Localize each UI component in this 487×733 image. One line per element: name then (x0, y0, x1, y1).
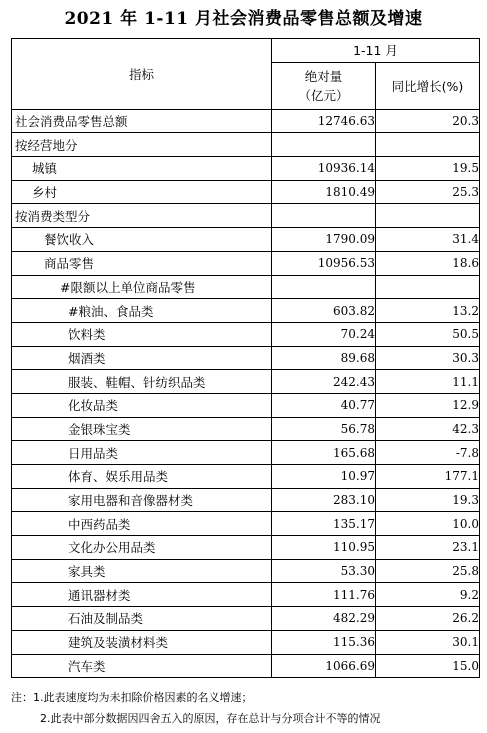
row-label: 餐饮收入 (12, 228, 272, 252)
row-label: 社会消费品零售总额 (12, 109, 272, 133)
table-row (12, 275, 480, 299)
row-growth: 177.1 (376, 465, 480, 489)
row-label: 建筑及装潢材料类 (12, 630, 272, 654)
row-growth (376, 275, 480, 299)
row-value (272, 275, 376, 299)
row-growth: 19.5 (376, 157, 480, 181)
row-label: 化妆品类 (12, 393, 272, 417)
row-label: 乡村 (12, 180, 272, 204)
table-row (12, 346, 480, 370)
row-growth: 25.8 (376, 559, 480, 583)
row-value: 40.77 (272, 393, 376, 417)
row-value: 1066.69 (272, 654, 376, 678)
header-absolute-unit: （亿元） (298, 87, 349, 103)
row-label: 汽车类 (12, 654, 272, 678)
row-label: 按经营地分 (12, 133, 272, 157)
row-growth: 50.5 (376, 322, 480, 346)
table-row (12, 251, 480, 275)
row-value: 283.10 (272, 488, 376, 512)
row-value: 1810.49 (272, 180, 376, 204)
row-growth: 30.3 (376, 346, 480, 370)
table-row (12, 180, 480, 204)
row-value: 10956.53 (272, 251, 376, 275)
table-row (12, 417, 480, 441)
table-row (12, 488, 480, 512)
row-growth: 30.1 (376, 630, 480, 654)
row-label: #限额以上单位商品零售 (12, 275, 272, 299)
table-row (12, 109, 480, 133)
table-row (12, 133, 480, 157)
row-label: 文化办公用品类 (12, 536, 272, 560)
row-growth: 19.3 (376, 488, 480, 512)
row-label: 中西药品类 (12, 512, 272, 536)
row-growth: 12.9 (376, 393, 480, 417)
row-growth: 20.3 (376, 109, 480, 133)
row-label: 商品零售 (12, 251, 272, 275)
row-value: 603.82 (272, 299, 376, 323)
table-row (12, 654, 480, 678)
row-value: 135.17 (272, 512, 376, 536)
row-value: 53.30 (272, 559, 376, 583)
table-row (12, 322, 480, 346)
row-growth: 15.0 (376, 654, 480, 678)
table-row (12, 299, 480, 323)
table-header (12, 39, 480, 110)
table-body (12, 109, 480, 678)
row-value: 10936.14 (272, 157, 376, 181)
row-value: 165.68 (272, 441, 376, 465)
footnotes (11, 687, 481, 729)
retail-sales-table (11, 38, 480, 678)
table-row (12, 393, 480, 417)
row-growth: 11.1 (376, 370, 480, 394)
row-growth: 25.3 (376, 180, 480, 204)
row-value: 89.68 (272, 346, 376, 370)
header-indicator: 指标 (12, 39, 272, 110)
table-row (12, 583, 480, 607)
row-value: 111.76 (272, 583, 376, 607)
row-label: 体育、娱乐用品类 (12, 465, 272, 489)
row-label: 饮料类 (12, 322, 272, 346)
row-value: 482.29 (272, 607, 376, 631)
table-row (12, 559, 480, 583)
row-value (272, 204, 376, 228)
row-value: 242.43 (272, 370, 376, 394)
header-absolute-label: 绝对量 (304, 68, 343, 84)
row-value: 110.95 (272, 536, 376, 560)
row-growth: 10.0 (376, 512, 480, 536)
row-label: 按消费类型分 (12, 204, 272, 228)
table-row (12, 465, 480, 489)
row-value: 70.24 (272, 322, 376, 346)
header-period: 1-11 月 (272, 39, 480, 63)
row-value: 56.78 (272, 417, 376, 441)
row-label: 家用电器和音像器材类 (12, 488, 272, 512)
table-row (12, 157, 480, 181)
footnote-1: 注：1.此表速度均为未扣除价格因素的名义增速； (11, 691, 253, 704)
table-row (12, 512, 480, 536)
table-row (12, 630, 480, 654)
row-growth: 18.6 (376, 251, 480, 275)
row-label: 烟酒类 (12, 346, 272, 370)
row-label: 家具类 (12, 559, 272, 583)
row-value: 115.36 (272, 630, 376, 654)
row-growth: 26.2 (376, 607, 480, 631)
row-value: 12746.63 (272, 109, 376, 133)
row-label: 城镇 (12, 157, 272, 181)
table-row (12, 204, 480, 228)
table-row (12, 370, 480, 394)
table-row (12, 607, 480, 631)
header-growth: 同比增长(%) (376, 62, 480, 109)
row-label: 石油及制品类 (12, 607, 272, 631)
table-row (12, 536, 480, 560)
row-value: 10.97 (272, 465, 376, 489)
row-label: 金银珠宝类 (12, 417, 272, 441)
table-row (12, 228, 480, 252)
row-growth: 13.2 (376, 299, 480, 323)
row-growth: 9.2 (376, 583, 480, 607)
row-growth (376, 133, 480, 157)
row-growth: 42.3 (376, 417, 480, 441)
row-label: 日用品类 (12, 441, 272, 465)
row-value: 1790.09 (272, 228, 376, 252)
table-row (12, 441, 480, 465)
row-label: 服装、鞋帽、针纺织品类 (12, 370, 272, 394)
footnote-2: 2.此表中部分数据因四舍五入的原因，存在总计与分项合计不等的情况 (40, 712, 381, 725)
row-growth (376, 204, 480, 228)
header-absolute (272, 62, 376, 109)
row-growth: 31.4 (376, 228, 480, 252)
row-label: 通讯器材类 (12, 583, 272, 607)
row-label: #粮油、食品类 (12, 299, 272, 323)
row-growth: -7.8 (376, 441, 480, 465)
row-growth: 23.1 (376, 536, 480, 560)
row-value (272, 133, 376, 157)
page-title: 2021 年 1-11 月社会消费品零售总额及增速 (64, 9, 423, 29)
